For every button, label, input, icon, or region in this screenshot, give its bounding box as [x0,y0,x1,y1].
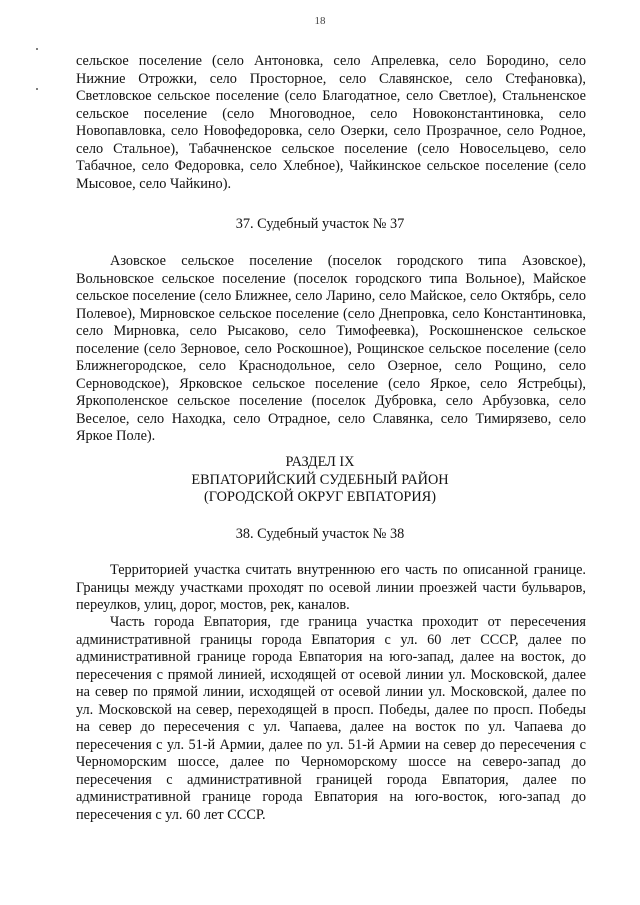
paragraph-settlements-continued: сельское поселение (село Антоновка, село Апрелевка, село Бородино, село Нижние Отрожки, село Просторное, село Славянское, село Стефановка), Светловское сельское поселение (село Благодатное, село Светлое), Стальненское сельское поселение (село Многоводное, село Новоконстантиновка, село Новопавловка, село Новофедоровка, село Озерки, село Прозрачное, село Родное, село Стальное), Табачненское сельское поселение (село Новосельцево, село Табачное, село Федоровка, село Хлебное), Чайкинское сельское поселение (село Мысовое, село Чайкино). [76,53,586,192]
section-title-line-2: ЕВПАТОРИЙСКИЙ СУДЕБНЫЙ РАЙОН [191,472,449,488]
section-heading-37: 37. Судебный участок № 37 [235,216,405,232]
paragraph-territory: Территорией участка считать внутреннюю его часть по описанной границе. Границы между участками проходят по осевой линии проезжей части бульваров, переулков, улиц, дорог, мостов, рек, каналов. [76,562,586,613]
margin-mark [36,48,38,50]
margin-mark [36,88,38,90]
page-number: 18 [314,15,326,27]
paragraph-section-37: Азовское сельское поселение (поселок городского типа Азовское), Вольновское сельское поселение (поселок городского типа Вольное), Майское сельское поселение (село Ближнее, село Ларино, село Майское, село Октябрь, село Полевое), Мирновское сельское поселение (село Днепровка, село Константиновка, село Мирновка, село Рысаково, село Тимофеевка), Роскошненское сельское поселение (село Зерновое, село Роскошное), Рощинское сельское поселение (село Ближнегородское, село Краснодольное, село Озерное, село Рощино, село Серноводское), Ярковское сельское поселение (село Яркое, село Ястребцы), Яркополенское сельское поселение (поселок Дубровка, село Арбузовка, село Веселое, село Находка, село Отрадное, село Славянка, село Тимирязево, село Яркое Поле). [76,253,586,444]
paragraph-evpatoria-boundary: Часть города Евпатория, где граница участка проходит от пересечения административной границы города Евпатория с ул. 60 лет СССР, далее по административной границе города Евпатория на юго-запад, далее на восток, до пересечения с прямой линией, исходящей от осевой линии ул. Московской, далее на север по прямой линии, исходящей от осевой линии ул. Московской, далее по ул. Московской на север, переходящей в просп. Победы, далее по просп. Победы на север до пересечения с ул. Чапаева, далее на восток по ул. Чапаева до пересечения с ул. 51-й Армии, далее по ул. 51-й Армии на север до пересечения с Черноморским шоссе, далее по Черноморскому шоссе на северо-запад до пересечения с административной границей города Евпатория, далее по административной границе города Евпатория на юго-восток, юго-запад до пересечения с ул. 60 лет СССР. [76,614,586,823]
section-heading-38: 38. Судебный участок № 38 [235,526,405,542]
section-title-line-3: (ГОРОДСКОЙ ОКРУГ ЕВПАТОРИЯ) [204,489,436,505]
section-title-line-1: РАЗДЕЛ IX [285,454,355,470]
